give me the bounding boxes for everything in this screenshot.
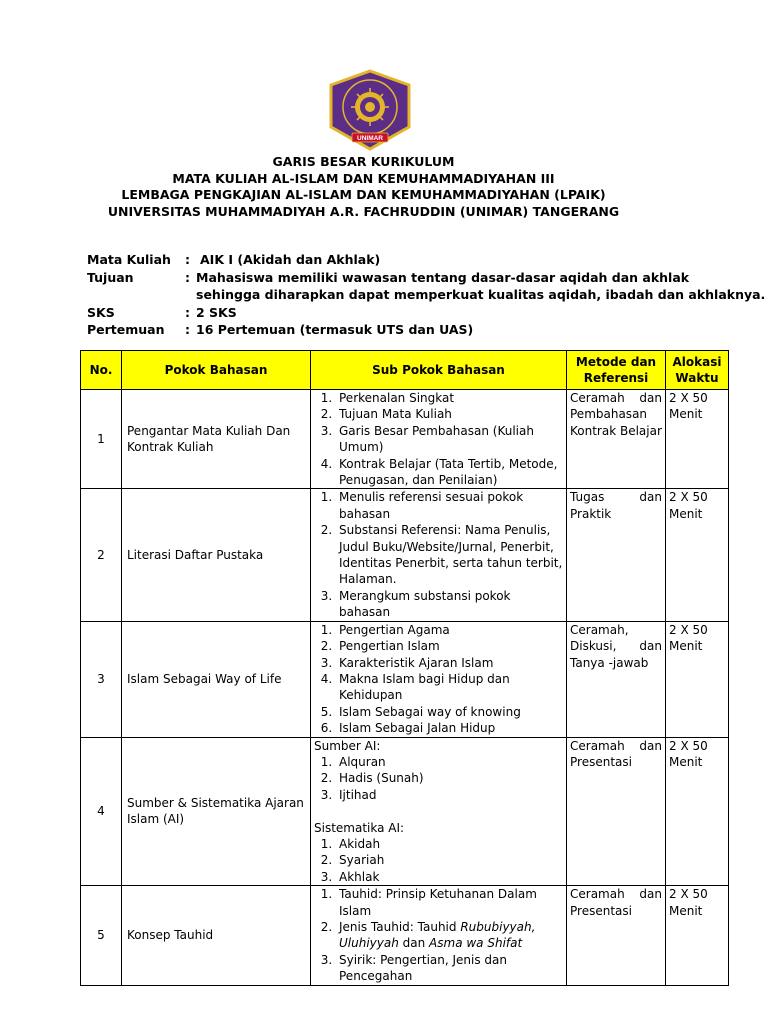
row-number: 3	[81, 621, 122, 737]
jenis-tauhid-italic-1: Rububiyyah, Uluhiyyah	[339, 919, 536, 951]
jenis-tauhid-conj: dan	[398, 936, 430, 951]
sistematika-heading: Sistematika AI:	[314, 820, 405, 835]
sub-pokok-bahasan	[311, 489, 567, 621]
table-row	[81, 489, 729, 621]
sumber-heading: Sumber AI:	[314, 738, 381, 753]
document-title	[0, 154, 727, 220]
tujuan-value-2: sehingga diharapkan dapat memperkuat kualitas aqidah, ibadah dan akhlaknya.	[196, 287, 766, 302]
mata-kuliah-label: Mata Kuliah	[87, 252, 171, 267]
row-number: 2	[81, 489, 122, 621]
list-item: 3. Ijtihad	[336, 787, 563, 803]
table-row	[81, 737, 729, 886]
tujuan-value-1: Mahasiswa memiliki wawasan tentang dasar-dasar aqidah dan akhlak	[196, 269, 690, 285]
table-row	[81, 621, 729, 737]
metode-referensi: Ceramah dan Presentasi	[567, 737, 666, 886]
list-item: 2. Syariah	[336, 852, 563, 868]
list-item: 1. Akidah	[336, 836, 563, 852]
list-item: 2. Tujuan Mata Kuliah	[336, 406, 563, 422]
table-row	[81, 886, 729, 985]
list-item: 4. Makna Islam bagi Hidup dan Kehidupan	[336, 671, 563, 704]
alokasi-waktu: 2 X 50 Menit	[666, 390, 729, 489]
pokok-bahasan: Konsep Tauhid	[122, 886, 311, 985]
metode-referensi: Ceramah, Diskusi, dan Tanya -jawab	[567, 621, 666, 737]
alokasi-waktu: 2 X 50 Menit	[666, 886, 729, 985]
header-alokasi-waktu: Alokasi Waktu	[666, 351, 729, 390]
list-item: 3. Syirik: Pengertian, Jenis dan Pencegahan	[336, 952, 563, 985]
list-item: 2. Substansi Referensi: Nama Penulis, Judul Buku/Website/Jurnal, Penerbit, Identitas Penerbit, serta tahun terbit, Halaman.	[336, 522, 563, 588]
list-item: 2. Hadis (Sunah)	[336, 770, 563, 786]
header-no: No.	[81, 351, 122, 390]
alokasi-waktu: 2 X 50 Menit	[666, 489, 729, 621]
logo-banner: UNIMAR	[357, 135, 383, 142]
list-item: 1. Menulis referensi sesuai pokok bahasan	[336, 489, 563, 522]
row-number: 1	[81, 390, 122, 489]
colon: :	[185, 252, 190, 267]
jenis-tauhid-italic-2: Asma wa Shifat	[429, 936, 523, 951]
header-sub-pokok-bahasan: Sub Pokok Bahasan	[311, 351, 567, 390]
colon: :	[185, 322, 190, 337]
title-line-2: MATA KULIAH AL-ISLAM DAN KEMUHAMMADIYAHAN III	[172, 170, 555, 186]
header-pokok-bahasan: Pokok Bahasan	[122, 351, 311, 390]
list-item: 3. Karakteristik Ajaran Islam	[336, 655, 563, 671]
spacer	[314, 803, 563, 819]
list-item: 3. Merangkum substansi pokok bahasan	[336, 588, 563, 621]
sub-pokok-bahasan	[311, 621, 567, 737]
list-item: 4. Kontrak Belajar (Tata Tertib, Metode, Penugasan, dan Penilaian)	[336, 456, 563, 489]
sks-value: 2 SKS	[196, 304, 237, 320]
pokok-bahasan: Pengantar Mata Kuliah Dan Kontrak Kuliah	[122, 390, 311, 489]
table-header-row	[81, 351, 729, 390]
list-item: 1. Perkenalan Singkat	[336, 390, 563, 406]
pertemuan-value: 16 Pertemuan (termasuk UTS dan UAS)	[196, 322, 474, 337]
list-item: 5. Islam Sebagai way of knowing	[336, 704, 563, 720]
colon: :	[185, 269, 190, 285]
list-item	[336, 919, 563, 952]
table-row	[81, 390, 729, 489]
list-item: 1. Pengertian Agama	[336, 622, 563, 638]
sks-label: SKS	[87, 304, 115, 320]
list-item: 1. Tauhid: Prinsip Ketuhanan Dalam Islam	[336, 886, 563, 919]
mata-kuliah-value: AIK I (Akidah dan Akhlak)	[200, 252, 381, 267]
list-item: 2. Pengertian Islam	[336, 638, 563, 654]
tujuan-label: Tujuan	[87, 269, 134, 285]
list-item: 1. Alquran	[336, 754, 563, 770]
row-number: 4	[81, 737, 122, 886]
pokok-bahasan: Islam Sebagai Way of Life	[122, 621, 311, 737]
sub-pokok-bahasan	[311, 737, 567, 886]
colon: :	[185, 304, 190, 320]
list-item: 3. Akhlak	[336, 869, 563, 885]
pokok-bahasan: Sumber & Sistematika Ajaran Islam (AI)	[122, 737, 311, 886]
course-info	[87, 252, 766, 340]
pokok-bahasan: Literasi Daftar Pustaka	[122, 489, 311, 621]
metode-referensi: Ceramah dan Presentasi	[567, 886, 666, 985]
metode-referensi: Ceramah dan Pembahasan Kontrak Belajar	[567, 390, 666, 489]
pertemuan-label: Pertemuan	[87, 322, 165, 337]
list-item: 6. Islam Sebagai Jalan Hidup	[336, 720, 563, 736]
title-line-4: UNIVERSITAS MUHAMMADIYAH A.R. FACHRUDDIN (UNIMAR) TANGERANG	[107, 203, 620, 219]
title-line-1: GARIS BESAR KURIKULUM	[272, 154, 455, 169]
header-metode-referensi: Metode dan Referensi	[567, 351, 666, 390]
list-item: 3. Garis Besar Pembahasan (Kuliah Umum)	[336, 423, 563, 456]
jenis-tauhid-text: Jenis Tauhid: Tauhid	[339, 919, 461, 934]
title-line-3: LEMBAGA PENGKAJIAN AL-ISLAM DAN KEMUHAMMADIYAHAN (LPAIK)	[121, 187, 606, 202]
curriculum-table	[80, 350, 729, 986]
unimar-logo	[325, 69, 415, 151]
alokasi-waktu: 2 X 50 Menit	[666, 621, 729, 737]
sub-pokok-bahasan	[311, 886, 567, 985]
alokasi-waktu: 2 X 50 Menit	[666, 737, 729, 886]
sub-pokok-bahasan	[311, 390, 567, 489]
row-number: 5	[81, 886, 122, 985]
metode-referensi: Tugas dan Praktik	[567, 489, 666, 621]
